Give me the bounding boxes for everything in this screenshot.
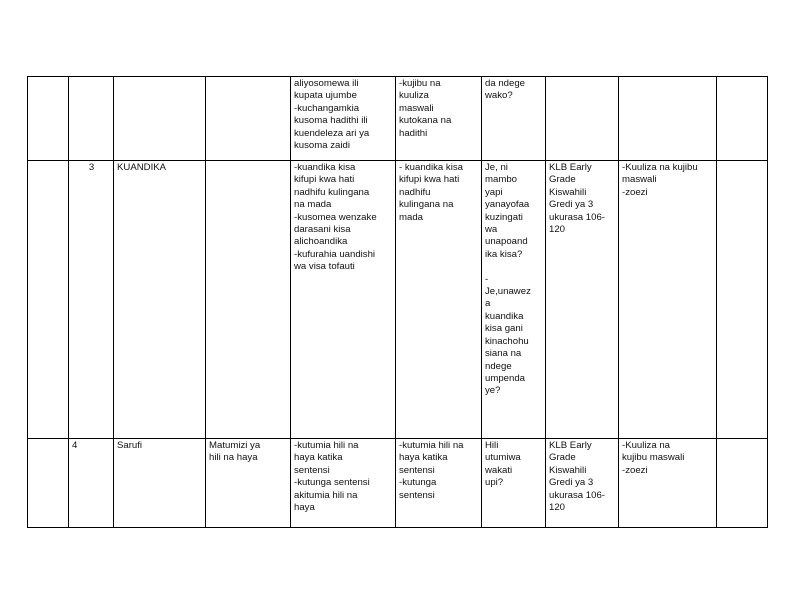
cell-assessment: -Kuuliza na kujibu maswali -zoezi — [619, 439, 717, 528]
cell-remarks — [717, 161, 768, 439]
cell-substrand — [206, 161, 291, 439]
table-row — [28, 439, 768, 528]
cell-outcomes: aliyosomewa ili kupata ujumbe -kuchangamkia kusoma hadithi ili kuendeleza ari ya kusoma zaidi — [291, 77, 396, 161]
cell-week — [28, 161, 69, 439]
cell-assessment — [619, 77, 717, 161]
cell-remarks — [717, 439, 768, 528]
cell-inquiry: da ndege wako? — [482, 77, 546, 161]
cell-experiences: -kujibu na kuuliza maswali kutokana na hadithi — [396, 77, 482, 161]
cell-strand: KUANDIKA — [114, 161, 206, 439]
cell-inquiry: Je, ni mambo yapi yanayofaa kuzingati wa unapoand ika kisa? - Je,unawez a kuandika kisa gani kinachohu siana na ndege umpenda ye? — [482, 161, 546, 439]
cell-resources: KLB Early Grade Kiswahili Gredi ya 3 ukurasa 106- 120 — [546, 439, 619, 528]
cell-strand: Sarufi — [114, 439, 206, 528]
cell-week — [28, 439, 69, 528]
cell-inquiry: Hili utumiwa wakati upi? — [482, 439, 546, 528]
cell-experiences: -kutumia hili na haya katika sentensi -kutunga sentensi — [396, 439, 482, 528]
cell-lesson: 4 — [69, 439, 114, 528]
cell-week — [28, 77, 69, 161]
cell-resources: KLB Early Grade Kiswahili Gredi ya 3 ukurasa 106- 120 — [546, 161, 619, 439]
cell-substrand: Matumizi ya hili na haya — [206, 439, 291, 528]
table-row — [28, 77, 768, 161]
cell-lesson: 3 — [69, 161, 114, 439]
cell-strand — [114, 77, 206, 161]
cell-experiences: - kuandika kisa kifupi kwa hati nadhifu kulingana na mada — [396, 161, 482, 439]
cell-resources — [546, 77, 619, 161]
cell-remarks — [717, 77, 768, 161]
cell-assessment: -Kuuliza na kujibu maswali -zoezi — [619, 161, 717, 439]
cell-substrand — [206, 77, 291, 161]
scheme-of-work-table — [27, 76, 768, 528]
cell-lesson — [69, 77, 114, 161]
cell-outcomes: -kuandika kisa kifupi kwa hati nadhifu kulingana na mada -kusomea wenzake darasani kisa alichoandika -kufurahia uandishi wa visa tofauti — [291, 161, 396, 439]
cell-outcomes: -kutumia hili na haya katika sentensi -kutunga sentensi akitumia hili na haya — [291, 439, 396, 528]
table-row — [28, 161, 768, 439]
